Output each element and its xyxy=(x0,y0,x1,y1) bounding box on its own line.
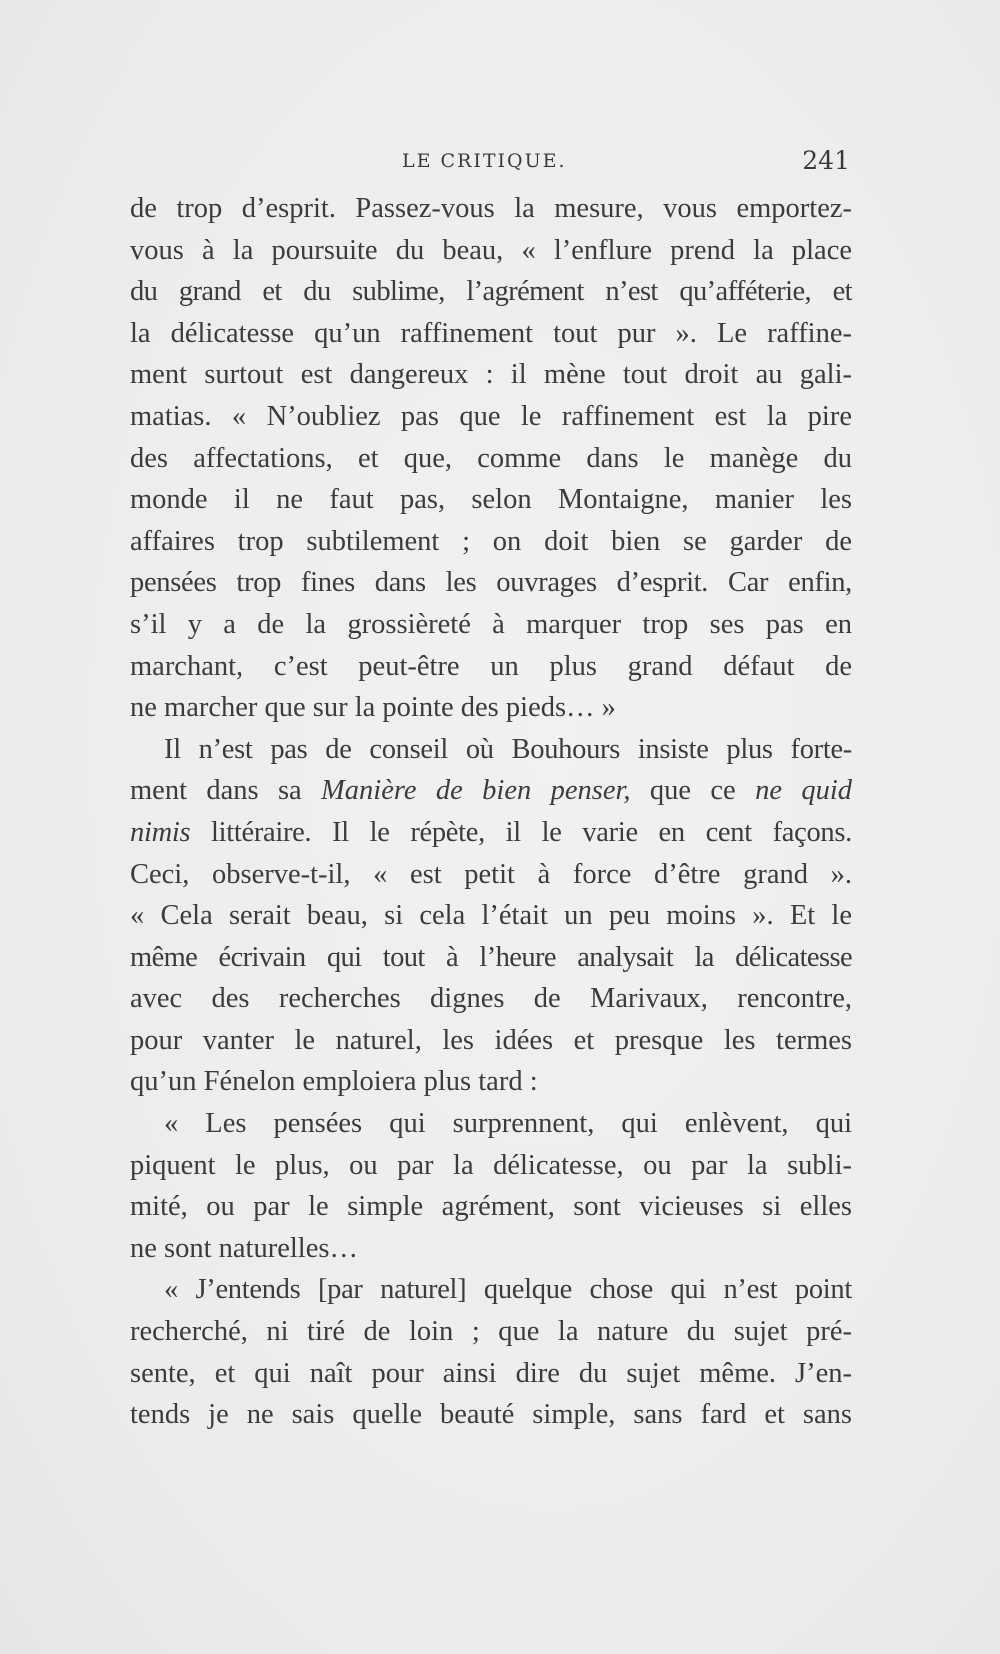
paragraph-end-line: qu’un Fénelon emploiera plus tard : xyxy=(130,1066,538,1098)
text-line: même écrivain qui tout à l’heure analysait la délicatesse xyxy=(130,941,852,973)
text-line: mité, ou par le simple agrément, sont vicieuses si elles xyxy=(130,1191,852,1223)
text-line: sente, et qui naît pour ainsi dire du sujet même. J’en- xyxy=(130,1357,852,1389)
text-line: vous à la poursuite du beau, « l’enflure prend la place xyxy=(130,234,852,266)
text-run: littéraire. Il le répète, il le varie en cent façons. xyxy=(190,816,852,848)
paragraph-end-line: ne sont naturelles… xyxy=(130,1232,358,1264)
text-line: monde il ne faut pas, selon Montaigne, manier les xyxy=(130,484,852,516)
text-run: que ce xyxy=(630,775,756,807)
paragraph-end-line: ne marcher que sur la pointe des pieds… » xyxy=(130,692,616,724)
text-line: piquent le plus, ou par la délicatesse, ou par la subli- xyxy=(130,1149,852,1181)
running-title: LE CRITIQUE. xyxy=(402,150,567,172)
text-run: ment dans sa xyxy=(130,775,322,807)
latin-phrase-italic: ne quid xyxy=(755,775,852,807)
page-number: 241 xyxy=(802,146,850,175)
text-line: matias. « N’oubliez pas que le raffinement est la pire xyxy=(130,400,852,432)
text-line: du grand et du sublime, l’agrément n’est qu’afféterie, et xyxy=(130,276,852,308)
text-line: des affectations, et que, comme dans le manège du xyxy=(130,442,852,474)
book-title-italic: Manière de bien penser, xyxy=(321,775,631,807)
paragraph-start-line: « Les pensées qui surprennent, qui enlèvent, qui xyxy=(164,1108,852,1140)
text-line: affaires trop subtilement ; on doit bien se garder de xyxy=(130,525,852,557)
text-line: pensées trop fines dans les ouvrages d’esprit. Car enfin, xyxy=(130,567,852,599)
latin-phrase-italic: nimis xyxy=(130,816,191,848)
text-line: tends je ne sais quelle beauté simple, sans fard et sans xyxy=(130,1399,852,1431)
text-line: s’il y a de la grossièreté à marquer trop ses pas en xyxy=(130,608,852,640)
text-line: recherché, ni tiré de loin ; que la nature du sujet pré- xyxy=(130,1316,852,1348)
text-line xyxy=(130,812,852,854)
text-line: de trop d’esprit. Passez-vous la mesure, vous emportez- xyxy=(130,193,852,224)
text-line: ment surtout est dangereux : il mène tout droit au gali- xyxy=(130,359,852,391)
page-header xyxy=(130,146,850,180)
text-line xyxy=(130,770,852,812)
text-line: pour vanter le naturel, les idées et presque les termes xyxy=(130,1024,852,1056)
text-line: avec des recherches dignes de Marivaux, rencontre, xyxy=(130,983,852,1015)
body-text xyxy=(130,188,852,1436)
text-line: Ceci, observe-t-il, « est petit à force d’être grand ». xyxy=(130,858,852,890)
text-line: « Cela serait beau, si cela l’était un peu moins ». Et le xyxy=(130,900,852,932)
paragraph-start-line: Il n’est pas de conseil où Bouhours insiste plus forte- xyxy=(164,733,852,765)
text-line: marchant, c’est peut-être un plus grand défaut de xyxy=(130,650,852,682)
paragraph-start-line: « J’entends [par naturel] quelque chose qui n’est point xyxy=(164,1274,852,1306)
text-line: la délicatesse qu’un raffinement tout pur ». Le raffine- xyxy=(130,317,852,349)
